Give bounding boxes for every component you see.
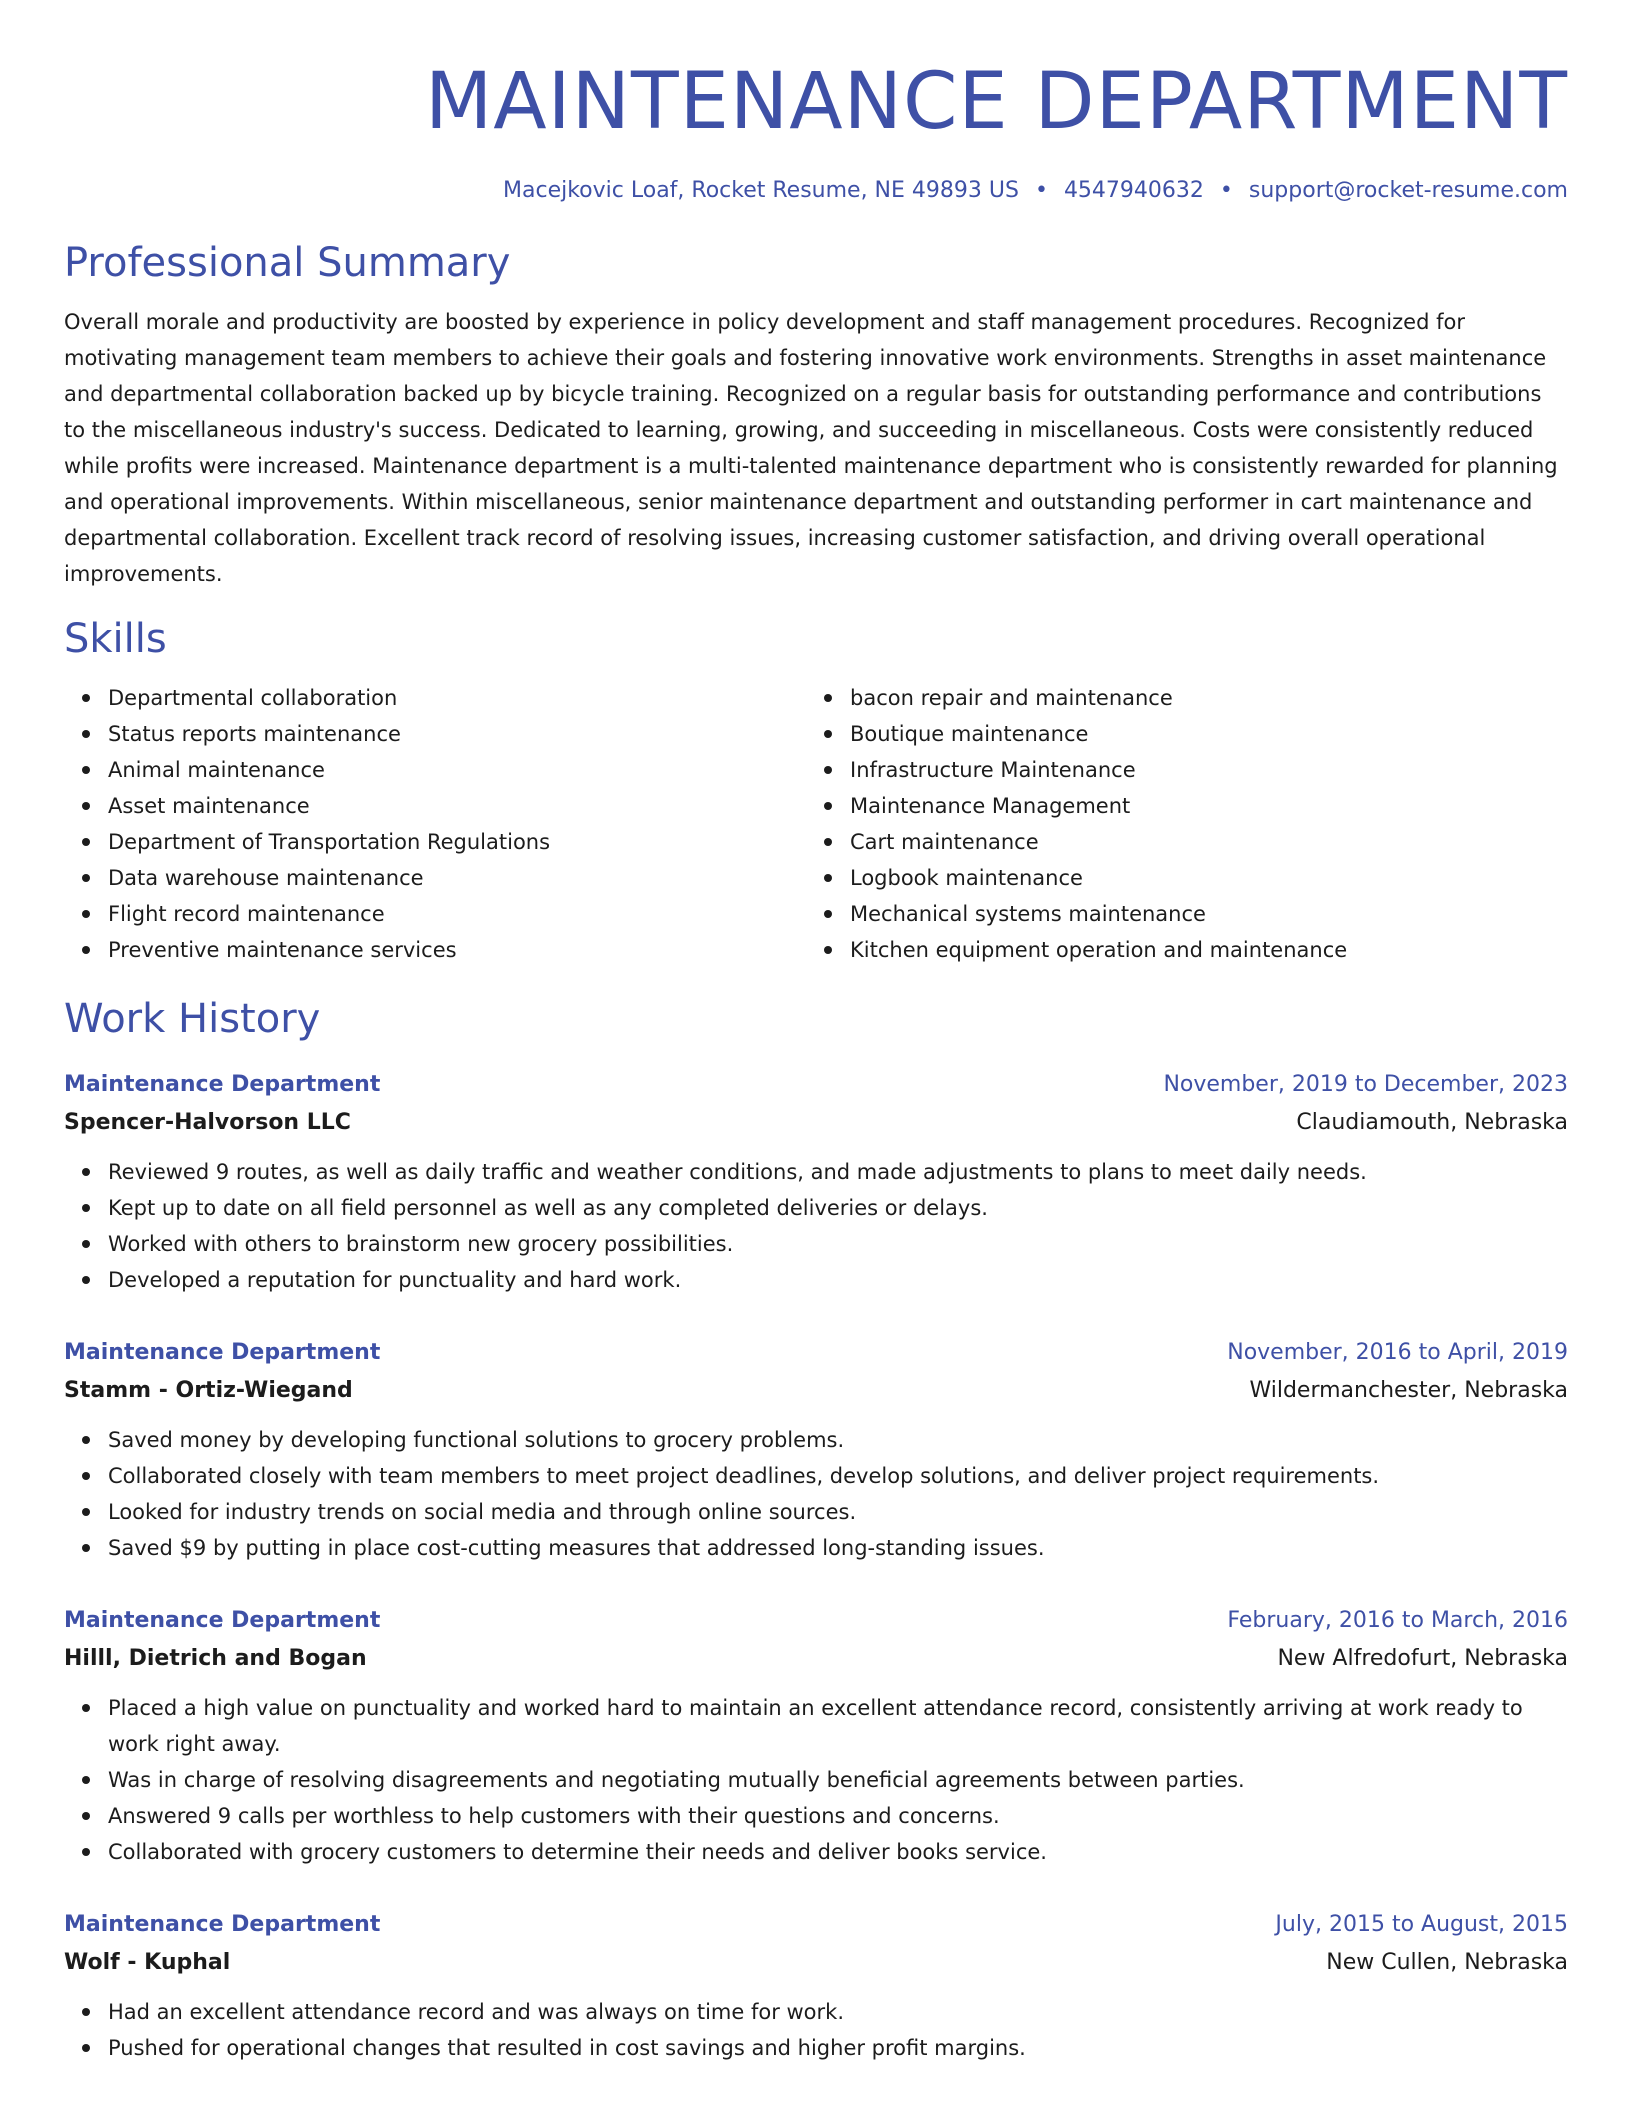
work-history-section — [64, 994, 1568, 2066]
skill-item: Departmental collaboration — [64, 680, 806, 716]
skill-item: Kitchen equipment operation and maintenance — [806, 932, 1548, 968]
job-entry — [64, 1066, 1568, 1298]
job-company: Stamm - Ortiz-Wiegand — [64, 1378, 353, 1403]
job-location: New Alfredofurt, Nebraska — [1277, 1646, 1568, 1671]
skill-item: bacon repair and maintenance — [806, 680, 1548, 716]
job-dates: July, 2015 to August, 2015 — [1275, 1912, 1568, 1937]
job-title-row — [64, 1602, 1568, 1640]
contact-separator: • — [1034, 178, 1048, 203]
job-bullet: Reviewed 9 routes, as well as daily traffic and weather conditions, and made adjustments to plans to meet daily needs. — [64, 1154, 1568, 1190]
job-title: Maintenance Department — [64, 1608, 381, 1633]
resume-name: MAINTENANCE DEPARTMENT — [424, 57, 1568, 147]
contact-line — [64, 176, 1568, 206]
contact-email[interactable]: support@rocket-resume.com — [1248, 178, 1568, 203]
skill-item: Asset maintenance — [64, 788, 806, 824]
job-entry — [64, 1334, 1568, 1566]
job-company-row — [64, 1104, 1568, 1142]
skills-heading: Skills — [64, 616, 167, 662]
skill-item: Status reports maintenance — [64, 716, 806, 752]
skill-item: Data warehouse maintenance — [64, 860, 806, 896]
job-dates: November, 2019 to December, 2023 — [1163, 1072, 1568, 1097]
job-entry — [64, 1906, 1568, 2066]
job-bullets — [64, 1994, 1568, 2066]
summary-text: Overall morale and productivity are boosted by experience in policy development and staff management procedures. Recognized for motivating management team members to achieve their goals and fostering innovative work environments. Strengths in asset maintenance and departmental collaboration backed up by bicycle training. Recognized on a regular basis for outstanding performance and contributions to the miscellaneous industry's success. Dedicated to learning, growing, and succeeding in miscellaneous. Costs were consistently reduced while profits were increased. Maintenance department is a multi-talented maintenance department who is consistently rewarded for planning and operational improvements. Within miscellaneous, senior maintenance department and outstanding performer in cart maintenance and departmental collaboration. Excellent track record of resolving issues, increasing customer satisfaction, and driving overall operational improvements. — [64, 310, 1558, 586]
job-company: Wolf - Kuphal — [64, 1950, 231, 1975]
job-bullet: Worked with others to brainstorm new grocery possibilities. — [64, 1226, 1568, 1262]
skill-item: Animal maintenance — [64, 752, 806, 788]
skill-item: Preventive maintenance services — [64, 932, 806, 968]
skill-item: Flight record maintenance — [64, 896, 806, 932]
skill-item: Department of Transportation Regulations — [64, 824, 806, 860]
job-bullet: Pushed for operational changes that resulted in cost savings and higher profit margins. — [64, 2030, 1568, 2066]
job-bullet: Kept up to date on all field personnel as well as any completed deliveries or delays. — [64, 1190, 1568, 1226]
job-location: Wildermanchester, Nebraska — [1249, 1378, 1568, 1403]
job-title-row — [64, 1906, 1568, 1944]
job-company: Hilll, Dietrich and Bogan — [64, 1646, 367, 1671]
job-bullet: Developed a reputation for punctuality and hard work. — [64, 1262, 1568, 1298]
job-company-row — [64, 1640, 1568, 1678]
job-entry — [64, 1602, 1568, 1870]
job-company-row — [64, 1372, 1568, 1410]
job-list — [64, 1066, 1568, 2066]
skills-list-left — [64, 680, 806, 968]
skill-item: Boutique maintenance — [806, 716, 1548, 752]
contact-address: Macejkovic Loaf, Rocket Resume, NE 49893 US — [503, 178, 1019, 203]
job-dates: February, 2016 to March, 2016 — [1227, 1608, 1568, 1633]
job-bullet: Had an excellent attendance record and was always on time for work. — [64, 1994, 1568, 2030]
skill-item: Logbook maintenance — [806, 860, 1548, 896]
job-bullet: Placed a high value on punctuality and worked hard to maintain an excellent attendance record, consistently arriving at work ready to work right away. — [64, 1690, 1568, 1762]
job-bullet: Collaborated closely with team members to meet project deadlines, develop solutions, and deliver project requirements. — [64, 1458, 1568, 1494]
skills-section — [64, 614, 1568, 968]
contact-separator: • — [1219, 178, 1233, 203]
job-bullet: Was in charge of resolving disagreements and negotiating mutually beneficial agreements between parties. — [64, 1762, 1568, 1798]
job-bullet: Looked for industry trends on social media and through online sources. — [64, 1494, 1568, 1530]
job-bullet: Saved money by developing functional solutions to grocery problems. — [64, 1422, 1568, 1458]
skills-columns — [64, 680, 1568, 968]
contact-phone: 4547940632 — [1063, 178, 1204, 203]
job-location: New Cullen, Nebraska — [1326, 1950, 1568, 1975]
work-history-heading: Work History — [64, 996, 321, 1042]
job-location: Claudiamouth, Nebraska — [1296, 1110, 1568, 1135]
skill-item: Mechanical systems maintenance — [806, 896, 1548, 932]
skill-item: Cart maintenance — [806, 824, 1548, 860]
job-title-row — [64, 1334, 1568, 1372]
resume-header — [64, 0, 1568, 206]
job-bullet: Answered 9 calls per worthless to help customers with their questions and concerns. — [64, 1798, 1568, 1834]
job-company: Spencer-Halvorson LLC — [64, 1110, 351, 1135]
summary-heading: Professional Summary — [64, 240, 511, 286]
job-bullets — [64, 1154, 1568, 1298]
job-bullet: Saved $9 by putting in place cost-cutting measures that addressed long-standing issues. — [64, 1530, 1568, 1566]
skill-item: Maintenance Management — [806, 788, 1548, 824]
job-title: Maintenance Department — [64, 1912, 381, 1937]
job-title: Maintenance Department — [64, 1340, 381, 1365]
skills-list-right — [806, 680, 1548, 968]
job-dates: November, 2016 to April, 2019 — [1227, 1340, 1568, 1365]
summary-section — [64, 238, 1568, 592]
job-bullets — [64, 1422, 1568, 1566]
skill-item: Infrastructure Maintenance — [806, 752, 1548, 788]
job-title: Maintenance Department — [64, 1072, 381, 1097]
job-bullet: Collaborated with grocery customers to determine their needs and deliver books service. — [64, 1834, 1568, 1870]
job-company-row — [64, 1944, 1568, 1982]
job-bullets — [64, 1690, 1568, 1870]
job-title-row — [64, 1066, 1568, 1104]
